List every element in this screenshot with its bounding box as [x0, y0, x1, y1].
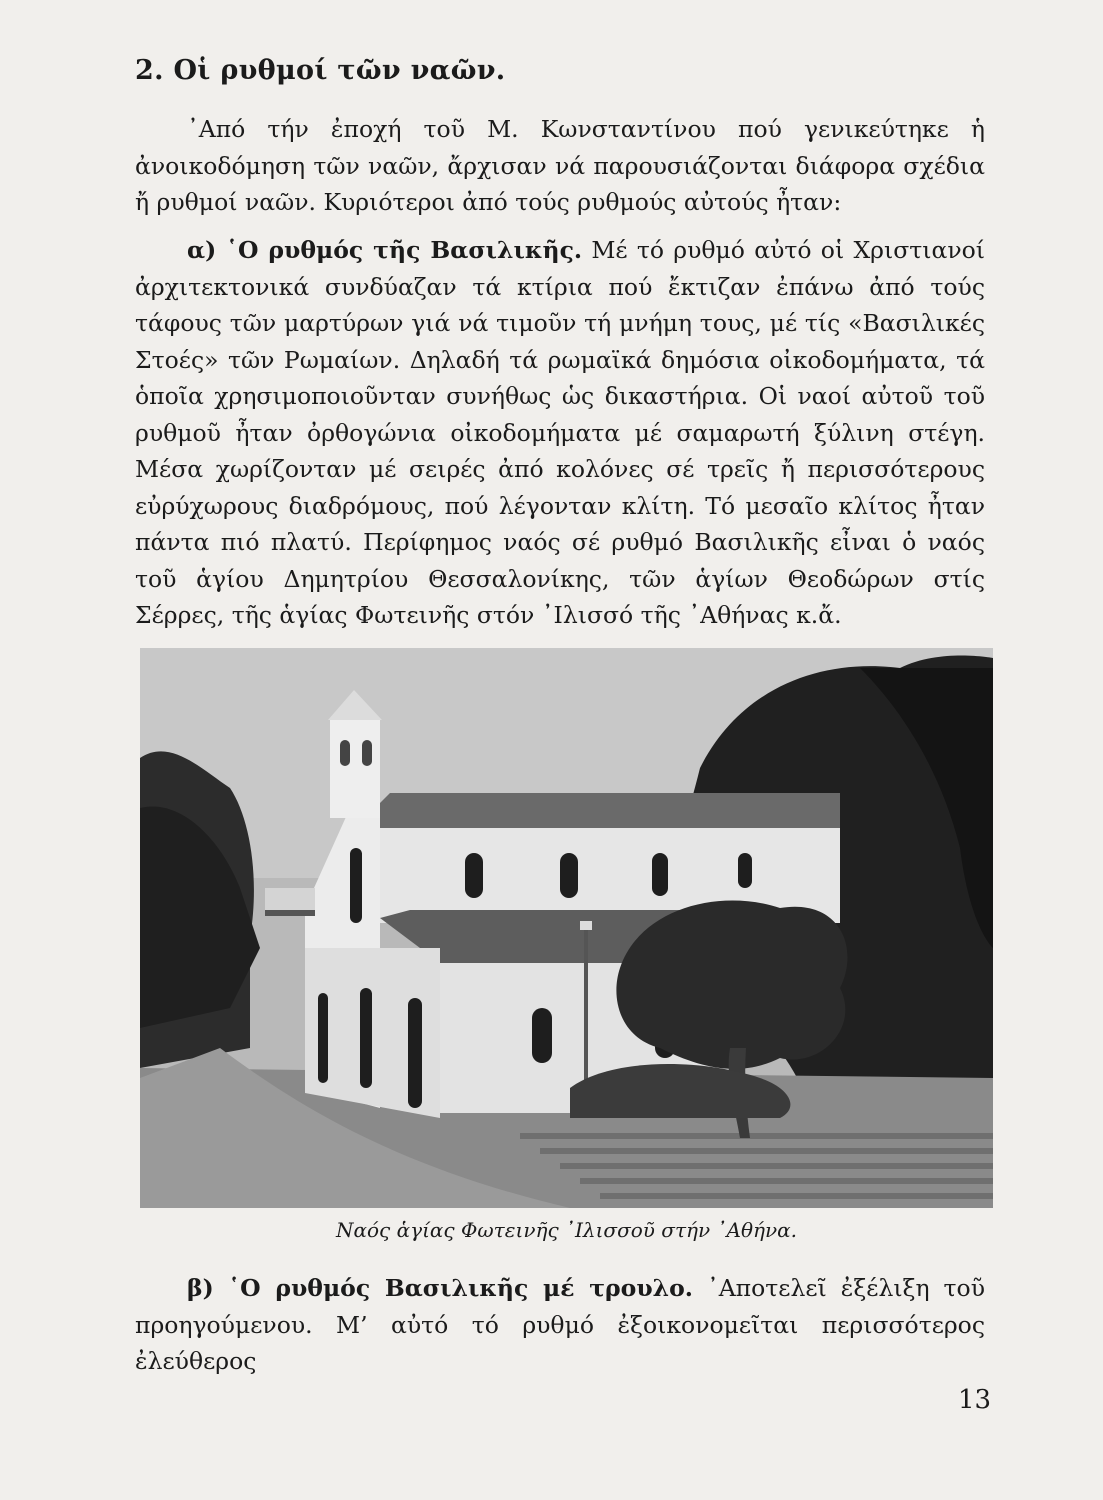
basilica-subheading: α) ῾Ο ρυθμός τῆς Βασιλικῆς.: [187, 236, 583, 264]
page-number: 13: [958, 1385, 992, 1415]
domed-basilica-paragraph: [135, 1270, 985, 1380]
photo-caption: Ναός ἁγίας Φωτεινῆς ᾿Ιλισσοῦ στήν ᾿Αθήνα.: [336, 1218, 797, 1242]
section-heading: 2. Οἱ ρυθμοί τῶν ναῶν.: [135, 55, 506, 86]
church-photograph: [140, 648, 993, 1208]
intro-paragraph: ᾿Από τήν ἐποχή τοῦ Μ. Κωνσταντίνου πού γενικεύτηκε ἡ ἀνοικοδόμηση τῶν ναῶν, ἄρχισαν νά παρουσιάζονται διάφορα σχέδια ἤ ρυθμοί ναῶν. Κυριότεροι ἀπό τούς ρυθμούς αὐτούς ἦταν:: [135, 115, 985, 216]
basilica-paragraph: [135, 232, 985, 634]
domed-basilica-subheading: β) ῾Ο ρυθμός Βασιλικῆς μέ τρουλο.: [187, 1274, 693, 1302]
church-photo-illustration: [140, 648, 993, 1208]
basilica-body-text: Μέ τό ρυθμό αὐτό οἱ Χριστιανοί ἀρχιτεκτονικά συνδύαζαν τά κτίρια πού ἔκτιζαν ἐπάνω ἀπό τούς τάφους τῶν μαρτύρων γιά νά τιμοῦν τή μνήμη τους, μέ τίς «Βασιλικές Στοές» τῶν Ρωμαίων. Δηλαδή τά ρωμαϊκά δημόσια οἰκοδομήματα, τά ὁποῖα χρησιμοποιοῦνταν συνήθως ὡς δικαστήρια. Οἱ ναοί αὐτοῦ τοῦ ρυθμοῦ ἦταν ὀρθογώνια οἰκοδομήματα μέ σαμαρωτή ξύλινη στέγη. Μέσα χωρίζονταν μέ σειρές ἀπό κολόνες σέ τρεῖς ἤ περισσότερους εὐρύχωρους διαδρόμους, πού λέγονταν κλίτη. Τό μεσαῖο κλίτος ἦταν πάντα πιό πλατύ. Περίφημος ναός σέ ρυθμό Βασιλικῆς εἶναι ὁ ναός τοῦ ἁγίου Δημητρίου Θεσσαλονίκης, τῶν ἁγίων Θεοδώρων στίς Σέρρες, τῆς ἁγίας Φωτεινῆς στόν ᾿Ιλισσό τῆς ᾿Αθήνας κ.ἄ.: [135, 236, 985, 629]
domed-basilica-body-text: ᾿Αποτελεῖ ἐξέλιξη τοῦ προηγούμενου. Μ’ αὐτό τό ρυθμό ἐξοικονομεῖται περισσότερος ἐλεύθερος: [135, 1274, 985, 1375]
